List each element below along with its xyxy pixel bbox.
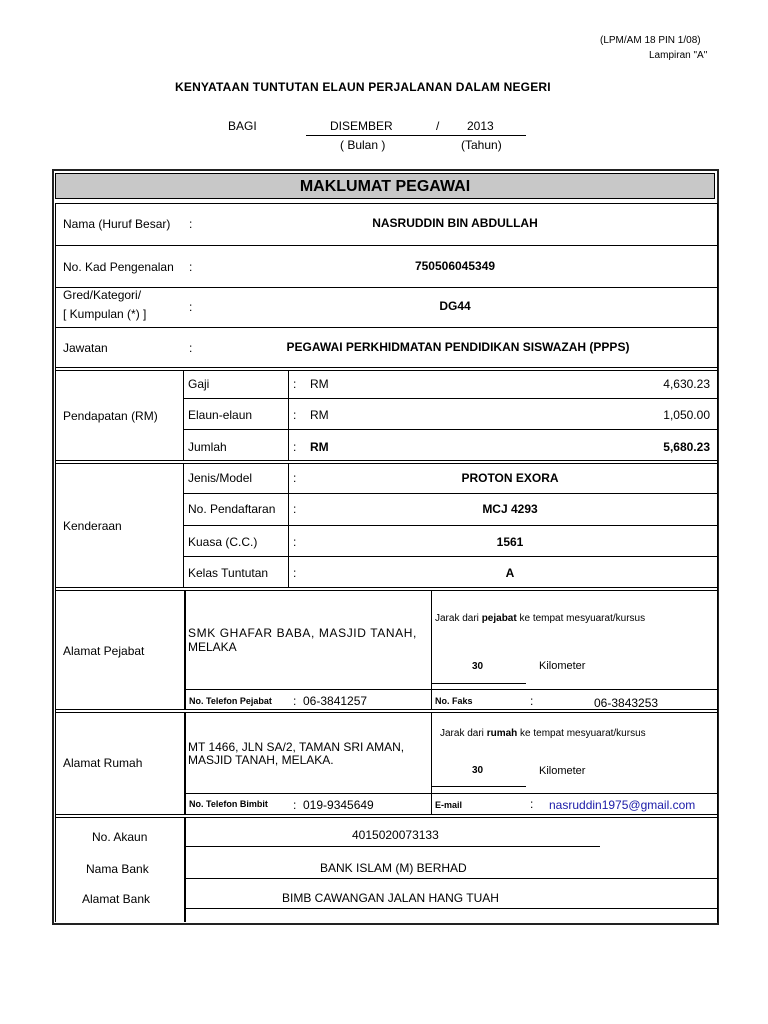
row-divider [55, 460, 718, 461]
block-divider [184, 712, 186, 814]
kelas-label: Kelas Tuntutan [188, 566, 269, 580]
grid-line [288, 370, 289, 460]
pendaftaran-label: No. Pendaftaran [188, 502, 276, 516]
grid-line [431, 590, 432, 709]
colon: : [189, 300, 193, 314]
pejabat-distance: 30 [472, 661, 484, 672]
month-value: DISEMBER [330, 119, 393, 133]
gred-label-line2: [ Kumpulan (*) ] [63, 307, 147, 321]
rumah-unit: Kilometer [539, 765, 586, 777]
jenis-label: Jenis/Model [188, 471, 253, 485]
nama-label: Nama (Huruf Besar) [63, 217, 171, 231]
colon: : [293, 566, 297, 580]
form-reference: (LPM/AM 18 PIN 1/08) [600, 35, 701, 46]
jarak-bold: rumah [486, 728, 518, 739]
row-divider [55, 587, 718, 588]
block-divider [184, 590, 186, 709]
year-value: 2013 [467, 119, 494, 133]
jarak-bold: pejabat [481, 613, 517, 624]
grid-line [431, 683, 526, 684]
row-divider [55, 814, 718, 815]
row-divider [55, 463, 718, 464]
colon: : [293, 377, 297, 391]
row-divider [55, 367, 718, 368]
gred-label: Gred/Kategori/ [63, 288, 142, 302]
row-divider [55, 370, 718, 371]
nama-bank-label: Nama Bank [86, 862, 149, 876]
colon: : [293, 502, 297, 516]
rumah-distance: 30 [472, 765, 484, 776]
rumah-email-label: E-mail [435, 800, 463, 810]
bagi-label: BAGI [228, 119, 257, 133]
row-divider [55, 712, 718, 713]
rumah-jarak-text [440, 728, 646, 739]
nama-value: NASRUDDIN BIN ABDULLAH [372, 216, 538, 230]
pejabat-faks: 06-3843253 [594, 696, 659, 710]
kenderaan-label: Kenderaan [63, 519, 122, 533]
colon: : [293, 471, 297, 485]
colon: : [189, 217, 193, 231]
date-separator: / [436, 119, 440, 133]
colon: : [293, 798, 297, 812]
row-divider [55, 203, 718, 204]
colon: : [530, 797, 534, 811]
kad-value: 750506045349 [414, 259, 496, 273]
gaji-currency: RM [310, 377, 329, 391]
rumah-email[interactable]: nasruddin1975@gmail.com [549, 798, 696, 812]
pejabat-label: Alamat Pejabat [63, 644, 145, 658]
jawatan-label: Jawatan [63, 341, 108, 355]
colon: : [189, 260, 193, 274]
elaun-amount: 1,050.00 [663, 408, 710, 422]
pendapatan-label: Pendapatan (RM) [63, 409, 158, 423]
nama-bank-value: BANK ISLAM (M) BERHAD [320, 861, 467, 875]
kuasa-value: 1561 [496, 535, 524, 549]
date-underline [306, 135, 526, 136]
year-caption: (Tahun) [461, 138, 502, 152]
akaun-label: No. Akaun [92, 830, 148, 844]
jarak-prefix: Jarak dari [435, 613, 482, 624]
rumah-tel-label: No. Telefon Bimbit [189, 799, 268, 809]
gaji-amount: 4,630.23 [663, 377, 710, 391]
right-edge [717, 203, 718, 922]
jumlah-amount: 5,680.23 [663, 440, 710, 454]
alamat-bank-label: Alamat Bank [82, 892, 151, 906]
grid-line [431, 712, 432, 814]
row-divider [55, 817, 718, 818]
colon: : [189, 341, 193, 355]
grid-line [431, 786, 526, 787]
grid-line [186, 793, 717, 794]
grid-line [186, 689, 717, 690]
alamat-bank-value: BIMB CAWANGAN JALAN HANG TUAH [282, 891, 499, 905]
block-divider [183, 370, 184, 460]
grid-line [186, 846, 600, 847]
rumah-tel: 019-9345649 [303, 798, 374, 812]
row-divider [55, 590, 718, 591]
jumlah-label: Jumlah [188, 440, 227, 454]
grid-line [183, 493, 717, 494]
gred-value: DG44 [439, 299, 471, 313]
pejabat-unit: Kilometer [539, 660, 586, 672]
grid-line [183, 525, 717, 526]
pejabat-jarak-text [435, 613, 645, 624]
elaun-label: Elaun-elaun [188, 408, 253, 422]
pejabat-tel: 06-3841257 [303, 694, 368, 708]
block-divider [184, 817, 186, 922]
pejabat-faks-label: No. Faks [435, 696, 473, 706]
gaji-label: Gaji [188, 377, 210, 391]
left-edge [55, 203, 56, 922]
grid-line [183, 429, 717, 430]
jarak-suffix: ke tempat mesyuarat/kursus [516, 613, 646, 624]
jarak-suffix: ke tempat mesyuarat/kursus [517, 728, 646, 739]
grid-line [186, 878, 717, 879]
row-divider [55, 245, 718, 246]
colon: : [293, 694, 297, 708]
row-divider [55, 287, 718, 288]
pendaftaran-value: MCJ 4293 [482, 502, 538, 516]
page-title: KENYATAAN TUNTUTAN ELAUN PERJALANAN DALAM NEGERI [175, 80, 551, 94]
elaun-currency: RM [310, 408, 329, 422]
section-title: MAKLUMAT PEGAWAI [55, 173, 715, 199]
rumah-address-line1: MT 1466, JLN SA/2, TAMAN SRI AMAN, [188, 740, 405, 754]
grid-line [186, 908, 717, 909]
colon: : [530, 694, 534, 708]
jawatan-value: PEGAWAI PERKHIDMATAN PENDIDIKAN SISWAZAH (PPPS) [286, 340, 630, 354]
pejabat-tel-label: No. Telefon Pejabat [189, 696, 272, 706]
kuasa-label: Kuasa (C.C.) [188, 535, 258, 549]
pejabat-address-line2: MELAKA [188, 640, 237, 654]
month-caption: ( Bulan ) [340, 138, 386, 152]
colon: : [293, 535, 297, 549]
kelas-value: A [505, 566, 515, 580]
colon: : [293, 440, 297, 454]
rumah-label: Alamat Rumah [63, 756, 143, 770]
pejabat-address-line1: SMK GHAFAR BABA, MASJID TANAH, [188, 626, 417, 640]
grid-line [183, 556, 717, 557]
colon: : [293, 408, 297, 422]
grid-line [183, 398, 717, 399]
jarak-prefix: Jarak dari [440, 728, 487, 739]
kad-label: No. Kad Pengenalan [63, 260, 174, 274]
lampiran-label: Lampiran "A" [649, 50, 708, 61]
akaun-value: 4015020073133 [352, 828, 439, 842]
row-divider [55, 327, 718, 328]
rumah-address-line2: MASJID TANAH, MELAKA. [188, 753, 334, 767]
jumlah-currency: RM [310, 440, 329, 454]
jenis-value: PROTON EXORA [461, 471, 559, 485]
